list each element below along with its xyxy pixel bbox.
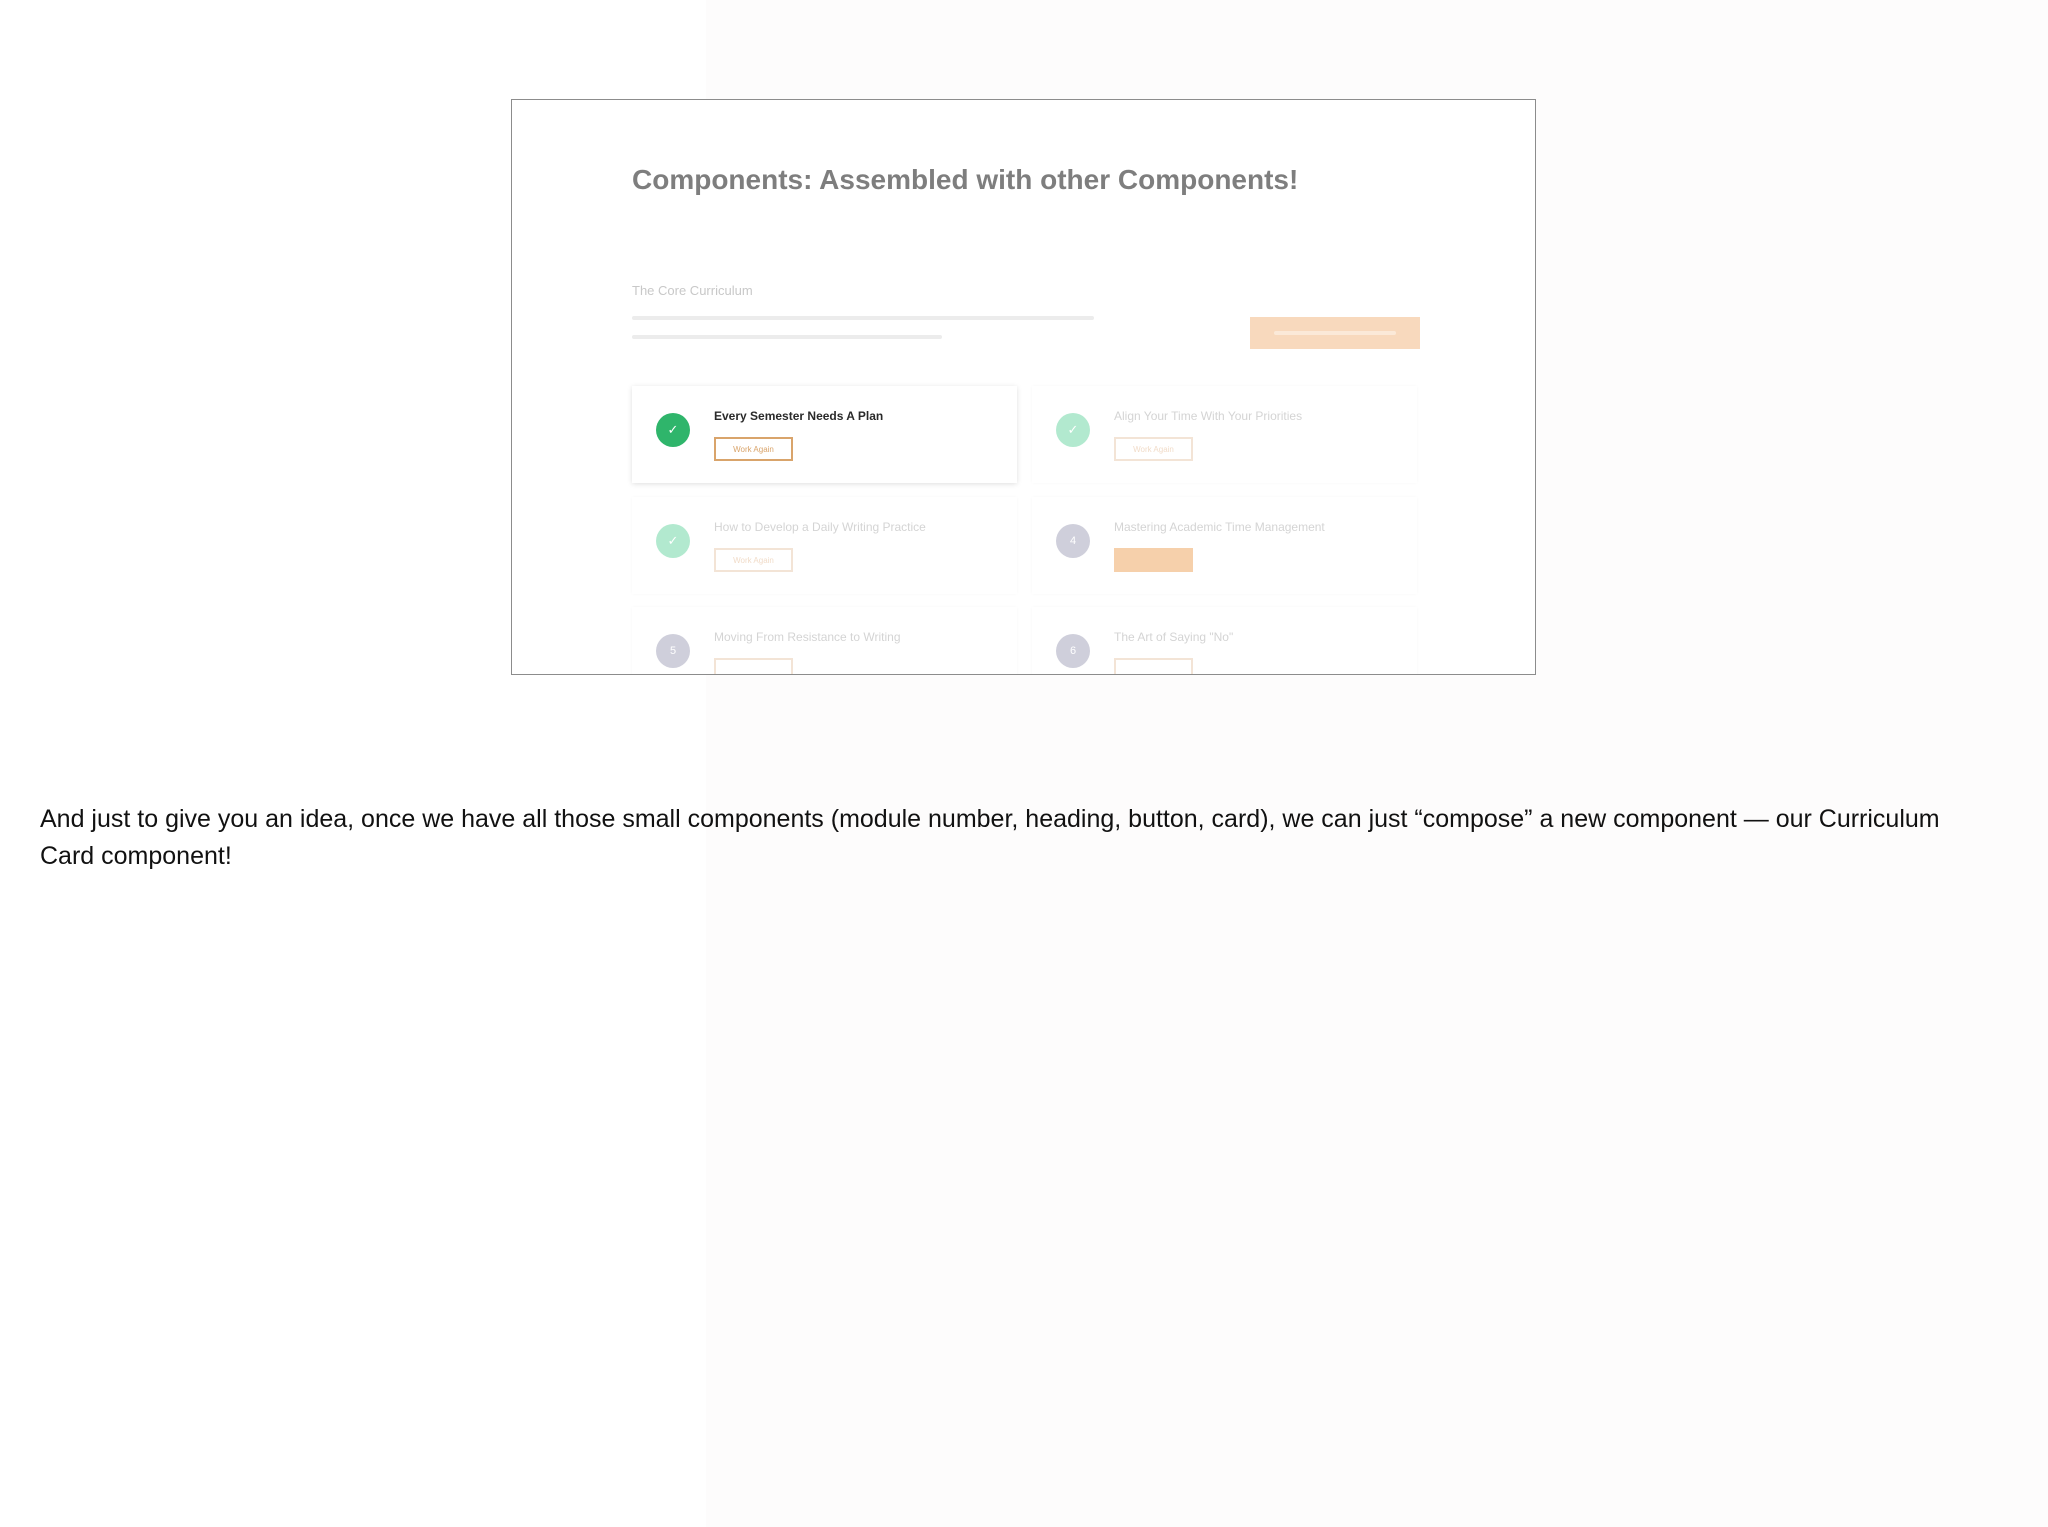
card-title: Moving From Resistance to Writing bbox=[714, 630, 901, 644]
cta-button[interactable] bbox=[1250, 317, 1420, 349]
check-icon: ✓ bbox=[1056, 413, 1090, 447]
module-number: 5 bbox=[656, 634, 690, 668]
section-heading: The Core Curriculum bbox=[632, 283, 753, 298]
curriculum-card[interactable] bbox=[632, 497, 1017, 594]
module-number: 6 bbox=[1056, 634, 1090, 668]
slide-title: Components: Assembled with other Components! bbox=[632, 164, 1299, 195]
card-button[interactable] bbox=[1114, 658, 1193, 675]
card-button[interactable]: Work Again bbox=[714, 548, 793, 572]
curriculum-card[interactable] bbox=[632, 386, 1017, 483]
card-button[interactable] bbox=[1114, 548, 1193, 572]
card-title: How to Develop a Daily Writing Practice bbox=[714, 520, 926, 534]
card-button[interactable] bbox=[714, 658, 793, 675]
card-title: Mastering Academic Time Management bbox=[1114, 520, 1325, 534]
cta-button-label bbox=[1274, 331, 1396, 335]
card-title: The Art of Saying "No" bbox=[1114, 630, 1234, 644]
check-icon: ✓ bbox=[656, 413, 690, 447]
curriculum-card[interactable] bbox=[1032, 607, 1417, 675]
card-title: Align Your Time With Your Priorities bbox=[1114, 409, 1303, 423]
presenter-notes: And just to give you an idea, once we have all those small components (module number, heading, button, card), we can just “compose” a new component — our Curriculum Card component! bbox=[40, 805, 1940, 870]
check-icon: ✓ bbox=[656, 524, 690, 558]
description-line bbox=[632, 335, 942, 339]
curriculum-card[interactable] bbox=[632, 607, 1017, 675]
card-title: Every Semester Needs A Plan bbox=[714, 409, 884, 423]
description-line bbox=[632, 316, 1094, 320]
module-number: 4 bbox=[1056, 524, 1090, 558]
curriculum-card[interactable] bbox=[1032, 497, 1417, 594]
curriculum-card[interactable] bbox=[1032, 386, 1417, 483]
slide-preview bbox=[511, 99, 1536, 675]
card-button[interactable]: Work Again bbox=[1114, 437, 1193, 461]
card-button[interactable]: Work Again bbox=[714, 437, 793, 461]
